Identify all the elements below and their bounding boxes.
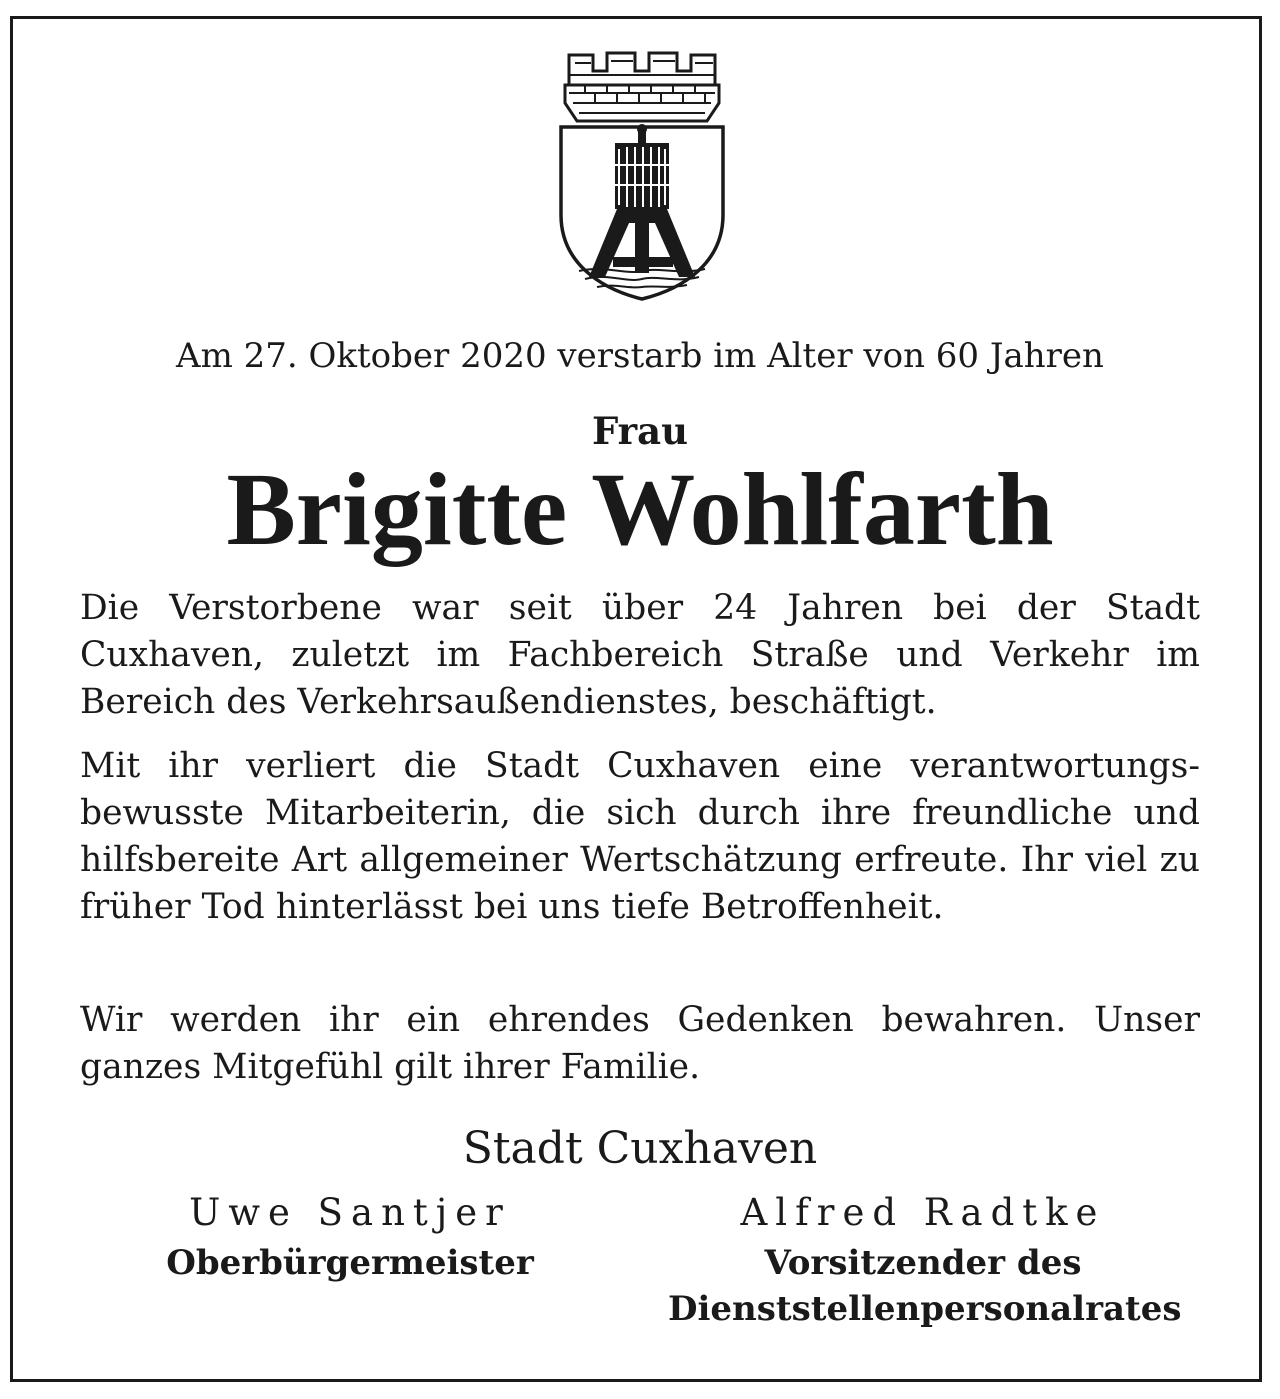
deceased-name: Brigitte Wohlfarth [226, 452, 1054, 567]
signer-name-mayor: Uwe Santjer [189, 1191, 511, 1234]
signer-title-council: Vorsitzender des Dienststellenpersonalrates [668, 1243, 1182, 1329]
death-announcement-line: Am 27. Oktober 2020 verstarb im Alter von 60 Jahren [176, 336, 1104, 376]
paragraph-condolence: Wir werden ihr ein ehrendes Gedenken bewahren. Unser ganzes Mitgefühl gilt ihrer Familie. [80, 1000, 1200, 1087]
salutation: Frau [592, 409, 688, 453]
paragraph-employment: Die Verstorbene war seit über 24 Jahren bei der Stadt Cuxhaven, zuletzt im Fachbereich Straße und Verkehr im Bereich des Verkehrsaußendienstes, beschäftigt. [80, 588, 1200, 722]
signer-name-council: Alfred Radtke [740, 1191, 1106, 1234]
organization-name: Stadt Cuxhaven [462, 1123, 818, 1174]
cuxhaven-coat-of-arms-icon [555, 45, 729, 303]
paragraph-tribute: Mit ihr verliert die Stadt Cuxhaven eine verantwortungsbewusste Mitarbeiterin, die sich durch ihre freundliche und hilfsbereite Art allgemeiner Wertschätzung erfreute. Ihr viel zu früher Tod hinterlässt bei uns tiefe Betroffenheit. [80, 746, 1200, 927]
signer-title-mayor: Oberbürgermeister [166, 1243, 534, 1283]
